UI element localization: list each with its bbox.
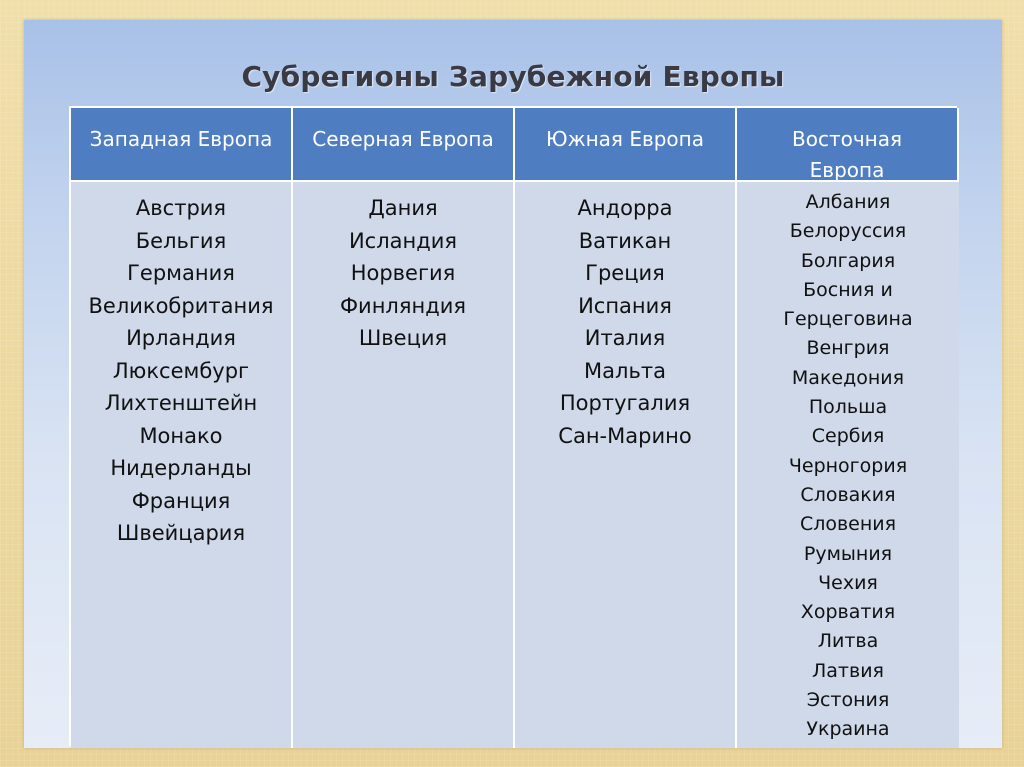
country-item: Болгария bbox=[800, 249, 896, 272]
country-item: Норвегия bbox=[350, 261, 456, 285]
country-item: Испания bbox=[578, 293, 672, 318]
country-item: Ватикан bbox=[578, 228, 672, 253]
country-item: Белоруссия bbox=[789, 220, 907, 243]
country-item: Сан-Марино bbox=[558, 423, 692, 448]
country-item: Чехия bbox=[818, 571, 878, 594]
country-item: Сербия bbox=[811, 425, 885, 448]
country-item: Венгрия bbox=[806, 337, 890, 360]
country-item: Босния и bbox=[803, 278, 893, 301]
country-item: Герцеговина bbox=[783, 308, 913, 331]
header-label: Северная Европа bbox=[312, 127, 494, 151]
country-item: Латвия bbox=[812, 659, 884, 682]
header-label: Западная Европа bbox=[89, 127, 273, 151]
country-item: Монако bbox=[139, 423, 223, 448]
column-eastern-europe bbox=[737, 182, 959, 748]
country-item: Великобритания bbox=[88, 293, 274, 318]
country-item: Франция bbox=[131, 488, 231, 513]
country-item: Португалия bbox=[559, 391, 691, 415]
country-item: Люксембург bbox=[112, 358, 250, 383]
slide-title: Субрегионы Зарубежной Европы bbox=[241, 60, 785, 93]
country-item: Финляндия bbox=[339, 293, 467, 318]
country-item: Словакия bbox=[800, 483, 896, 506]
country-item: Андорра bbox=[577, 196, 673, 220]
country-item: Австрия bbox=[135, 196, 227, 220]
column-northern-europe bbox=[293, 182, 515, 748]
country-item: Италия bbox=[584, 326, 666, 350]
country-item: Швеция bbox=[358, 326, 448, 350]
country-item: Лихтенштейн bbox=[104, 391, 258, 415]
country-item: Польша bbox=[808, 396, 888, 419]
country-item: Словения bbox=[799, 513, 897, 536]
country-item: Дания bbox=[368, 196, 438, 220]
country-item: Швейцария bbox=[116, 521, 246, 545]
country-item: Нидерланды bbox=[110, 456, 252, 480]
country-item: Бельгия bbox=[135, 228, 227, 253]
country-item: Хорватия bbox=[800, 601, 896, 624]
column-western-europe bbox=[71, 182, 293, 748]
country-item: Албания bbox=[805, 191, 891, 213]
country-item: Греция bbox=[585, 261, 665, 285]
column-southern-europe bbox=[515, 182, 737, 748]
country-item: Ирландия bbox=[126, 326, 236, 350]
country-item: Македония bbox=[791, 366, 905, 389]
header-label: Восточная Европа bbox=[791, 127, 903, 182]
country-item: Украина bbox=[806, 718, 890, 741]
country-item: Румыния bbox=[803, 542, 893, 565]
country-item: Литва bbox=[817, 630, 879, 653]
country-item: Мальта bbox=[584, 358, 666, 383]
subregions-table bbox=[69, 106, 957, 746]
country-item: Эстония bbox=[806, 689, 890, 712]
country-item: Черногория bbox=[788, 454, 908, 477]
slide bbox=[24, 20, 1002, 748]
header-label: Южная Европа bbox=[545, 127, 705, 151]
country-item: Исландия bbox=[348, 228, 458, 253]
header-southern-europe bbox=[515, 108, 737, 182]
country-item: Германия bbox=[127, 261, 235, 285]
header-eastern-europe bbox=[737, 108, 959, 182]
header-western-europe bbox=[71, 108, 293, 182]
header-northern-europe bbox=[293, 108, 515, 182]
